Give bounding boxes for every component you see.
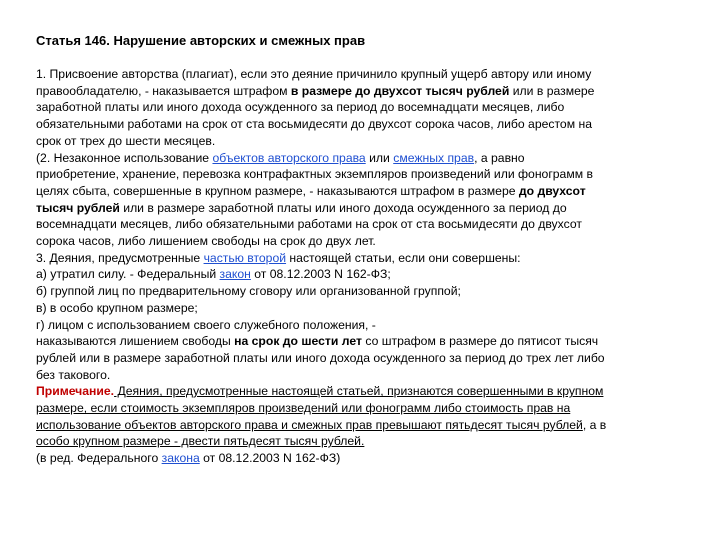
text: от 08.12.2003 N 162-ФЗ) bbox=[199, 451, 341, 466]
text-line bbox=[36, 367, 682, 384]
article-body bbox=[36, 66, 682, 467]
text-line bbox=[36, 383, 682, 400]
text: приобретение, хранение, перевозка контрафактных экземпляров произведений или фонограмм в bbox=[36, 167, 593, 182]
link-part-two[interactable]: частью второй bbox=[203, 250, 287, 265]
text-line bbox=[36, 200, 682, 217]
text: 3. Деяния, предусмотренные bbox=[36, 250, 204, 265]
text: (в ред. Федерального bbox=[36, 451, 162, 466]
link-copyright-objects[interactable]: объектов авторского права bbox=[212, 150, 366, 165]
text: настоящей статьи, если они совершены: bbox=[286, 250, 521, 265]
text: срок от трех до шести месяцев. bbox=[36, 133, 216, 148]
text: а) утратил силу. - Федеральный bbox=[36, 267, 220, 282]
text: 1. Присвоение авторства (плагиат), если это деяние причинило крупный ущерб автору или иному bbox=[36, 67, 592, 81]
note-label: Примечание. bbox=[36, 384, 115, 399]
text: правообладателю, - наказывается штрафом bbox=[36, 83, 291, 98]
text: восемнадцати месяцев, либо обязательными работами на срок от ста восьмидесяти до двухсот bbox=[36, 217, 582, 232]
text-line bbox=[36, 333, 682, 350]
text-line bbox=[36, 300, 682, 317]
text-line bbox=[36, 417, 682, 434]
bold-text: на срок до шести лет bbox=[234, 334, 362, 349]
text: со штрафом в размере до пятисот тысяч bbox=[361, 334, 599, 349]
text: целях сбыта, совершенные в крупном размере, - наказываются штрафом в размере bbox=[36, 183, 519, 198]
note-text: использование объектов авторского права и смежных прав превышают пятьдесят тысяч рублей bbox=[36, 417, 583, 432]
text: сорока часов, либо лишением свободы на срок до двух лет. bbox=[36, 234, 376, 249]
bold-text: тысяч рублей bbox=[36, 200, 120, 215]
text-line bbox=[36, 116, 682, 133]
note-text: особо крупном размере - двести пятьдесят тысяч рублей. bbox=[36, 434, 365, 449]
text: от 08.12.2003 N 162-ФЗ; bbox=[250, 267, 391, 282]
text-line bbox=[36, 99, 682, 116]
bold-text: в размере до двухсот тысяч рублей bbox=[290, 83, 510, 98]
link-law-edition[interactable]: закона bbox=[161, 451, 200, 466]
text: заработной платы или иного дохода осужденного за период до восемнадцати месяцев, либо bbox=[36, 100, 565, 115]
text: , а в bbox=[582, 417, 607, 432]
article-title: Статья 146. Нарушение авторских и смежных прав bbox=[36, 33, 366, 48]
text-line bbox=[36, 150, 682, 167]
text: б) группой лиц по предварительному сговору или организованной группой; bbox=[36, 284, 461, 299]
link-law[interactable]: закон bbox=[219, 267, 251, 282]
text-line bbox=[36, 266, 682, 283]
text-line bbox=[36, 350, 682, 367]
text-line bbox=[36, 233, 682, 250]
text: или в размере заработной платы или иного дохода осужденного за период до bbox=[119, 200, 567, 215]
text-line bbox=[36, 433, 682, 450]
text-line bbox=[36, 400, 682, 417]
text: рублей или в размере заработной платы или иного дохода осужденного за период до трех лет либо bbox=[36, 350, 605, 365]
text-line bbox=[36, 66, 682, 83]
text-line bbox=[36, 216, 682, 233]
link-related-rights[interactable]: смежных прав bbox=[393, 150, 475, 165]
note-text: размере, если стоимость экземпляров произведений или фонограмм либо стоимость прав на bbox=[36, 401, 571, 416]
text-line bbox=[36, 450, 682, 467]
text: обязательными работами на срок от ста восьмидесяти до двухсот сорока часов, либо арестом на bbox=[36, 117, 592, 132]
text: , а равно bbox=[474, 150, 525, 165]
bold-text: до двухсот bbox=[518, 183, 586, 198]
text: (2. Незаконное использование bbox=[36, 150, 213, 165]
text: без такового. bbox=[36, 367, 111, 382]
text: наказываются лишением свободы bbox=[36, 334, 235, 349]
text-line bbox=[36, 166, 682, 183]
text-line bbox=[36, 250, 682, 267]
text: г) лицом с использованием своего служебного положения, - bbox=[36, 317, 376, 332]
text-line bbox=[36, 83, 682, 100]
text: или в размере bbox=[509, 83, 595, 98]
text-line bbox=[36, 133, 682, 150]
text-line bbox=[36, 183, 682, 200]
text-line bbox=[36, 283, 682, 300]
text-line bbox=[36, 317, 682, 334]
text: или bbox=[365, 150, 394, 165]
text: в) в особо крупном размере; bbox=[36, 300, 198, 315]
note-text: Деяния, предусмотренные настоящей статьей, признаются совершенными в крупном bbox=[114, 384, 604, 399]
